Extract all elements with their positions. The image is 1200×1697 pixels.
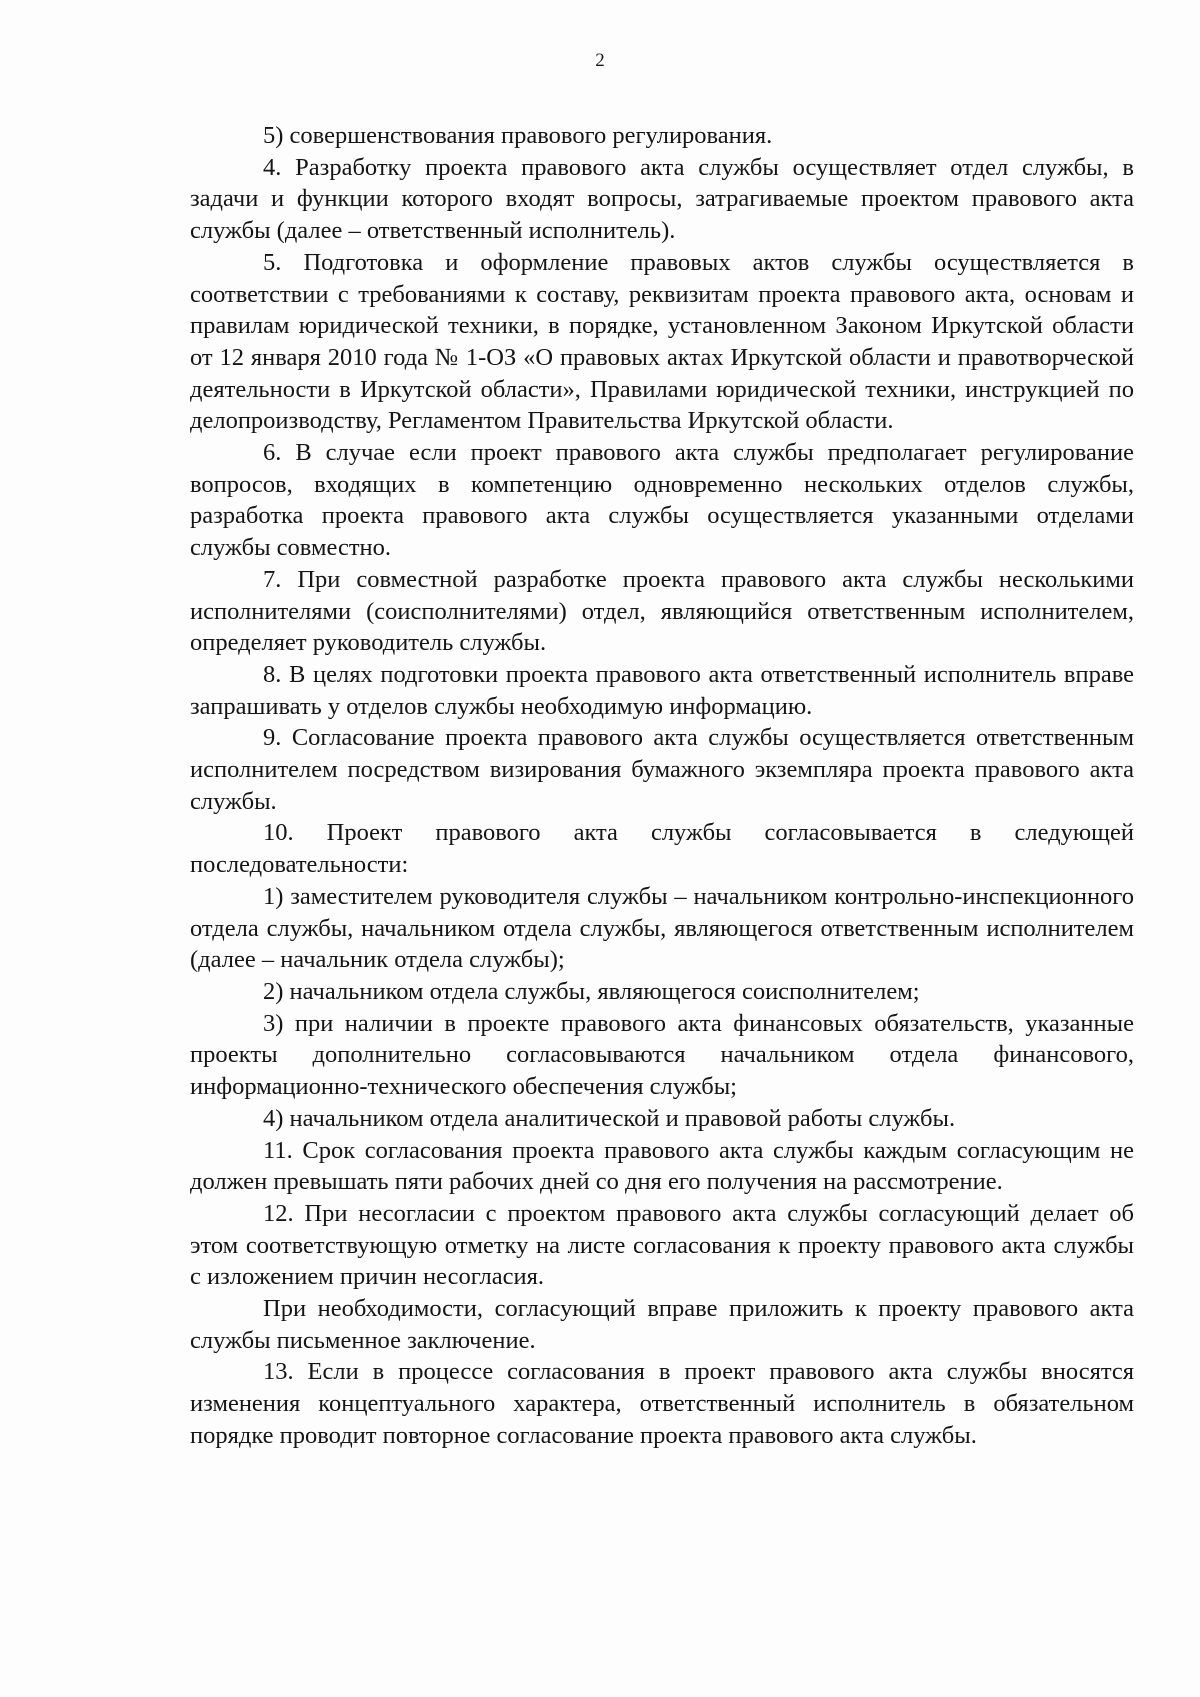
paragraph-9-approval: 9. Согласование проекта правового акта службы осуществляется ответственным исполнителем посредством визирования бумажного экземпляра проекта правового акта службы.: [190, 724, 1134, 815]
paragraph-5-preparation: 5. Подготовка и оформление правовых актов службы осуществляется в соответствии с требованиями к составу, реквизитам проекта правового акта, основам и правилам юридической техники, в порядке, установленном Законом Иркутской области от 12 января 2010 года № 1-ОЗ «О правовых актах Иркутской области и правотворческой деятельности в Иркутской области», Правилами юридической техники, инструкцией по делопроизводству, Регламентом Правительства Иркутской области.: [190, 248, 1134, 435]
paragraph-8-information-request: 8. В целях подготовки проекта правового акта ответственный исполнитель вправе запрашивать у отделов службы необходимую информацию.: [190, 660, 1134, 720]
paragraph-10-approval-sequence: 10. Проект правового акта службы согласовывается в следующей последовательности:: [190, 819, 1134, 879]
paragraph-11-approval-term: 11. Срок согласования проекта правового акта службы каждым согласующим не должен превышать пяти рабочих дней со дня его получения на рассмотрение.: [190, 1136, 1134, 1196]
paragraph-4-development: 4. Разработку проекта правового акта службы осуществляет отдел службы, в задачи и функции которого входят вопросы, затрагиваемые проектом правового акта службы (далее – ответственный исполнитель).: [190, 153, 1134, 245]
paragraph-10-item-3: 3) при наличии в проекте правового акта финансовых обязательств, указанные проекты дополнительно согласовываются начальником отдела финансового, информационно-технического обеспечения службы;: [190, 1009, 1134, 1101]
page-number: 2: [595, 50, 605, 71]
paragraph-12-written-opinion: При необходимости, согласующий вправе приложить к проекту правового акта службы письменное заключение.: [190, 1295, 1134, 1354]
paragraph-item-5-improvement: 5) совершенствования правового регулирования.: [263, 122, 773, 149]
paragraph-13-reapproval: 13. Если в процессе согласования в проект правового акта службы вносятся изменения концептуального характера, ответственный исполнитель в обязательном порядке проводит повторное согласование проекта правового акта службы.: [190, 1358, 1134, 1449]
document-body: [190, 120, 1134, 1452]
paragraph-10-item-1: 1) заместителем руководителя службы – начальником контрольно-инспекционного отдела службы, начальником отдела службы, являющегося ответственным исполнителем (далее – начальник отдела службы);: [190, 882, 1134, 974]
paragraph-6-joint-regulation: 6. В случае если проект правового акта службы предполагает регулирование вопросов, входящих в компетенцию одновременно нескольких отделов службы, разработка проекта правового акта службы осуществляется указанными отделами службы совместно.: [190, 439, 1134, 562]
paragraph-10-item-4: 4) начальником отдела аналитической и правовой работы службы.: [263, 1104, 956, 1132]
paragraph-12-disagreement: 12. При несогласии с проектом правового акта службы согласующий делает об этом соответствующую отметку на листе согласования к проекту правового акта службы с изложением причин несогласия.: [190, 1199, 1134, 1291]
paragraph-7-joint-development: 7. При совместной разработке проекта правового акта службы несколькими исполнителями (соисполнителями) отдел, являющийся ответственным исполнителем, определяет руководитель службы.: [190, 565, 1134, 657]
paragraph-10-item-2: 2) начальником отдела службы, являющегося соисполнителем;: [263, 977, 920, 1005]
